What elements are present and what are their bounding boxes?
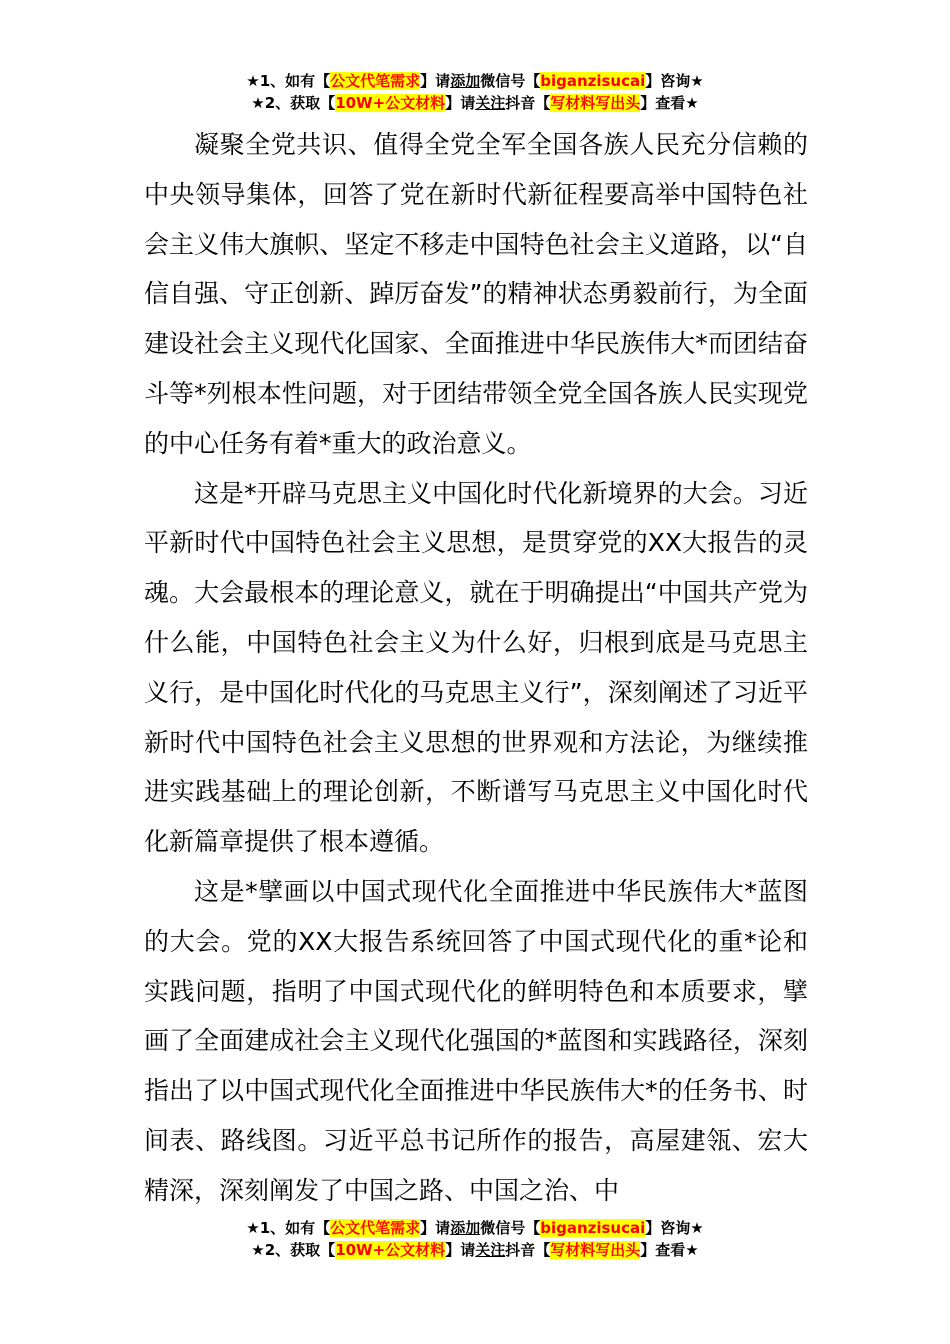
banner-line-2: ★2、获取【10W+公文材料】请关注抖音【写材料写出头】查看★: [251, 1241, 699, 1259]
highlight-service: 公文代笔需求: [330, 72, 421, 90]
paragraph-2: 这是*开辟马克思主义中国化时代化新境界的大会。习近平新时代中国特色社会主义思想，是贯穿党的XX大报告的灵魂。大会最根本的理论意义，就在于明确提出“中国共产党为什么能，中国特色社会主义为什么好，归根到底是马克思主义行，是中国化时代化的马克思主义行”，深刻阐述了习近平新时代中国特色社会主义思想的世界观和方法论，为继续推进实践基础上的理论创新，不断谱写马克思主义中国化时代化新篇章提供了根本遵循。: [144, 478, 808, 857]
highlight-wechat-id: biganzisucai: [540, 72, 646, 90]
document-body: [144, 120, 808, 1216]
paragraph-1: 凝聚全党共识、值得全党全军全国各族人民充分信赖的中央领导集体，回答了党在新时代新征程要高举中国特色社会主义伟大旗帜、坚定不移走中国特色社会主义道路，以“自信自强、守正创新、踔厉奋发”的精神状态勇毅前行，为全面建设社会主义现代化国家、全面推进中华民族伟大*而团结奋斗等*列根本性问题，对于团结带领全党全国各族人民实现党的中心任务有着*重大的政治意义。: [144, 130, 808, 458]
header-banner: [0, 70, 950, 114]
banner-line-2: ★2、获取【10W+公文材料】请关注抖音【写材料写出头】查看★: [251, 94, 699, 112]
highlight-materials: 10W+公文材料: [335, 94, 446, 112]
highlight-service: 公文代笔需求: [330, 1219, 421, 1237]
banner-line-1: ★1、如有【公文代笔需求】请添加微信号【biganzisucai】咨询★: [246, 72, 704, 90]
highlight-douyin: 写材料写出头: [550, 1241, 641, 1259]
footer-banner: [0, 1217, 950, 1261]
banner-line-1: ★1、如有【公文代笔需求】请添加微信号【biganzisucai】咨询★: [246, 1219, 704, 1237]
paragraph-3: 这是*擘画以中国式现代化全面推进中华民族伟大*蓝图的大会。党的XX大报告系统回答了中国式现代化的重*论和实践问题，指明了中国式现代化的鲜明特色和本质要求，擘画了全面建成社会主义现代化强国的*蓝图和实践路径，深刻指出了以中国式现代化全面推进中华民族伟大*的任务书、时间表、路线图。习近平总书记所作的报告，高屋建瓴、宏大精深，深刻阐发了中国之路、中国之治、中: [144, 876, 808, 1205]
highlight-douyin: 写材料写出头: [550, 94, 641, 112]
highlight-materials: 10W+公文材料: [335, 1241, 446, 1259]
highlight-wechat-id: biganzisucai: [540, 1219, 646, 1237]
